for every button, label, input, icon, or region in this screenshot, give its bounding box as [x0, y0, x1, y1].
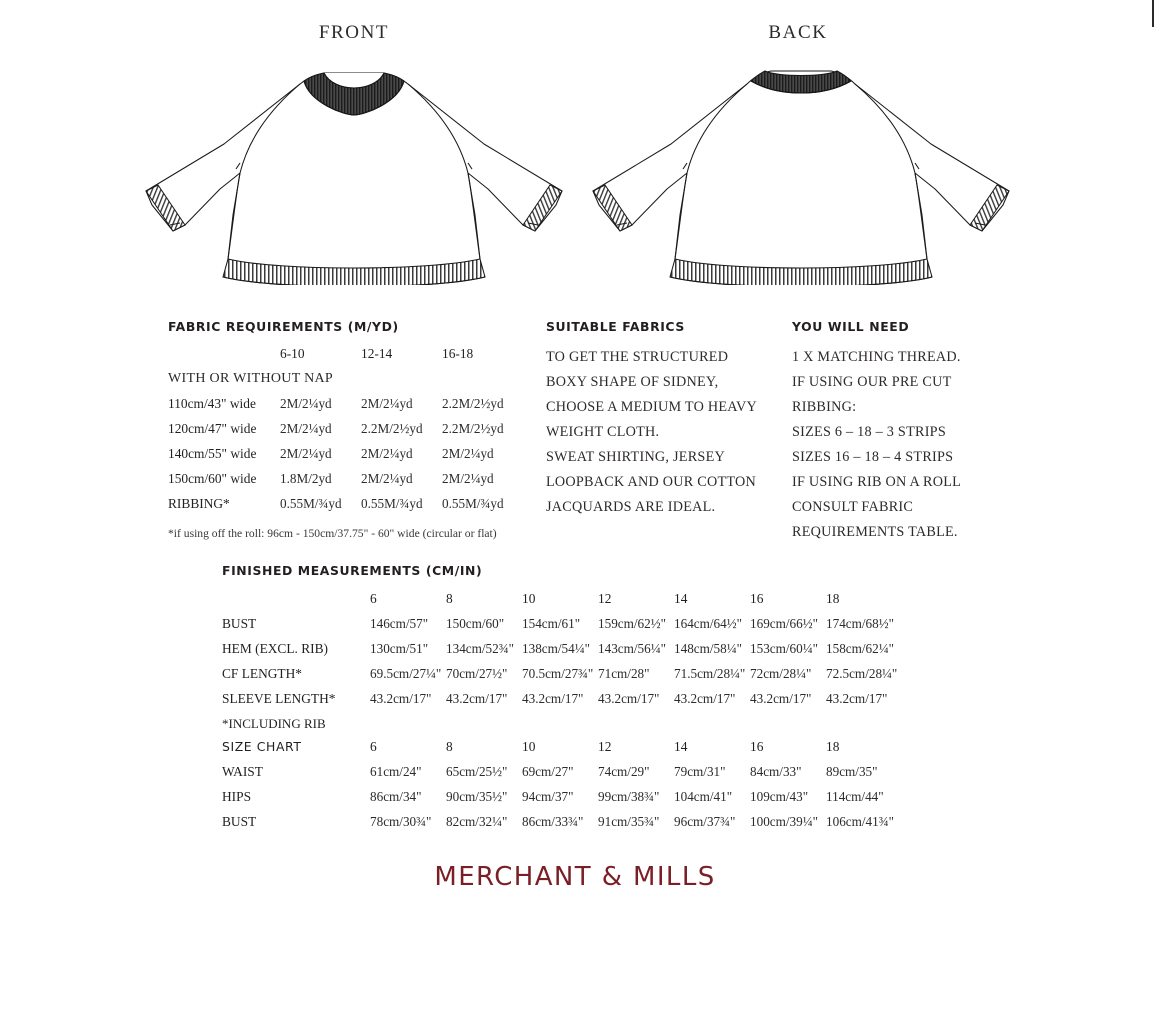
- brand-logo: MERCHANT & MILLS: [434, 862, 716, 892]
- sc-size-3: 12: [598, 739, 612, 754]
- fabric-cell: 0.55M/¾yd: [361, 496, 423, 511]
- fabric-cell: 2M/2¼yd: [280, 396, 332, 411]
- sc-size-2: 10: [522, 739, 536, 754]
- table-row: [168, 421, 523, 446]
- fabric-size-group-1: 12-14: [361, 346, 393, 361]
- sc-row-label-2: BUST: [222, 814, 257, 829]
- sc-cell: 79cm/31": [674, 764, 726, 779]
- fm-size-4: 14: [674, 591, 688, 606]
- fm-size-1: 8: [446, 591, 453, 606]
- fm-cell: 148cm/58¼": [674, 641, 743, 656]
- sc-cell: 109cm/43": [750, 789, 809, 804]
- fm-row-label-0: BUST: [222, 616, 257, 631]
- sc-cell: 104cm/41": [674, 789, 733, 804]
- fm-cell: 70.5cm/27¾": [522, 666, 594, 681]
- sc-cell: 86cm/34": [370, 789, 422, 804]
- fm-cell: 154cm/61": [522, 616, 581, 631]
- sc-row-label-0: WAIST: [222, 764, 263, 779]
- fm-cell: 69.5cm/27¼": [370, 666, 442, 681]
- sc-cell: 84cm/33": [750, 764, 802, 779]
- fm-size-header-row: [222, 591, 902, 616]
- table-row: [168, 396, 523, 421]
- fabric-row-label-3: 150cm/60" wide: [168, 471, 257, 486]
- suitable-fabrics-line: TO GET THE STRUCTURED: [546, 349, 729, 365]
- you-will-need-line: SIZES 6 – 18 – 3 STRIPS: [792, 424, 946, 440]
- suitable-fabrics-line: WEIGHT CLOTH.: [546, 424, 660, 440]
- front-garment-illustration: [128, 45, 580, 285]
- fabric-cell: 2M/2¼yd: [361, 446, 413, 461]
- you-will-need-section: [792, 319, 961, 545]
- fm-cell: 150cm/60": [446, 616, 505, 631]
- you-will-need-line: CONSULT FABRIC: [792, 499, 914, 515]
- you-will-need-line: 1 X MATCHING THREAD.: [792, 349, 961, 365]
- fabric-cell: 0.55M/¾yd: [442, 496, 504, 511]
- fabric-cell: 0.55M/¾yd: [280, 496, 342, 511]
- fabric-requirements-heading: FABRIC REQUIREMENTS (M/YD): [168, 319, 399, 334]
- sc-size-4: 14: [674, 739, 688, 754]
- fabric-cell: 2M/2¼yd: [361, 471, 413, 486]
- fabric-nap-note: WITH OR WITHOUT NAP: [168, 371, 333, 386]
- fm-row-label-2: CF LENGTH*: [222, 666, 302, 681]
- fm-size-5: 16: [750, 591, 764, 606]
- fm-cell: 43.2cm/17": [446, 691, 508, 706]
- table-row: [222, 616, 902, 641]
- table-row: [168, 471, 523, 496]
- sc-cell: 99cm/38¾": [598, 789, 660, 804]
- fm-size-3: 12: [598, 591, 612, 606]
- finished-measurements-table: [222, 591, 902, 741]
- sc-cell: 91cm/35¾": [598, 814, 660, 829]
- fm-footnote-row: [222, 716, 902, 741]
- sc-cell: 74cm/29": [598, 764, 650, 779]
- fm-cell: 138cm/54¼": [522, 641, 591, 656]
- fabric-cell: 2.2M/2½yd: [442, 396, 504, 411]
- table-row: [222, 789, 902, 814]
- fabric-requirements-section: [168, 319, 523, 540]
- fm-cell: 43.2cm/17": [598, 691, 660, 706]
- suitable-fabrics-line: CHOOSE A MEDIUM TO HEAVY: [546, 399, 757, 415]
- sc-cell: 86cm/33¾": [522, 814, 584, 829]
- back-view-label: BACK: [768, 22, 828, 43]
- sc-cell: 94cm/37": [522, 789, 574, 804]
- fm-cell: 43.2cm/17": [674, 691, 736, 706]
- sc-header-row: [222, 739, 902, 764]
- suitable-fabrics-line: JACQUARDS ARE IDEAL.: [546, 499, 716, 515]
- suitable-fabrics-section: [546, 319, 757, 520]
- sc-cell: 106cm/41¾": [826, 814, 895, 829]
- size-chart-table: [222, 739, 902, 839]
- fm-cell: 43.2cm/17": [370, 691, 432, 706]
- front-view-label: FRONT: [318, 22, 390, 43]
- fm-cell: 72.5cm/28¼": [826, 666, 898, 681]
- fm-cell: 134cm/52¾": [446, 641, 515, 656]
- fabric-cell: 2M/2¼yd: [442, 446, 494, 461]
- fm-cell: 130cm/51": [370, 641, 429, 656]
- fabric-cell: 2M/2¼yd: [280, 421, 332, 436]
- fm-size-2: 10: [522, 591, 536, 606]
- you-will-need-line: IF USING RIB ON A ROLL: [792, 474, 962, 490]
- fabric-row-label-4: RIBBING*: [168, 496, 230, 511]
- sc-cell: 100cm/39¼": [750, 814, 819, 829]
- you-will-need-line: REQUIREMENTS TABLE.: [792, 524, 958, 540]
- size-chart-heading: SIZE CHART: [222, 739, 302, 754]
- table-row: [222, 666, 902, 691]
- sc-size-6: 18: [826, 739, 840, 754]
- fm-cell: 164cm/64½": [674, 616, 743, 631]
- sc-cell: 114cm/44": [826, 789, 884, 804]
- suitable-fabrics-line: LOOPBACK AND OUR COTTON: [546, 474, 757, 490]
- table-row: [222, 764, 902, 789]
- fabric-cell: 2.2M/2½yd: [442, 421, 504, 436]
- fabric-cell: 2.2M/2½yd: [361, 421, 423, 436]
- fm-cell: 70cm/27½": [446, 666, 508, 681]
- fm-cell: 43.2cm/17": [826, 691, 888, 706]
- table-row: [168, 446, 523, 471]
- fabric-cell: 1.8M/2yd: [280, 471, 332, 486]
- fabric-requirements-table: [168, 346, 523, 521]
- fabric-size-group-0: 6-10: [280, 346, 305, 361]
- fm-cell: 169cm/66½": [750, 616, 819, 631]
- sc-cell: 61cm/24": [370, 764, 422, 779]
- table-row: [222, 814, 902, 839]
- fabric-cell: 2M/2¼yd: [280, 446, 332, 461]
- finished-measurements-heading: FINISHED MEASUREMENTS (CM/IN): [222, 563, 483, 578]
- fm-cell: 72cm/28¼": [750, 666, 812, 681]
- you-will-need-line: IF USING OUR PRE CUT: [792, 374, 952, 390]
- fm-cell: 43.2cm/17": [522, 691, 584, 706]
- fm-cell: 146cm/57": [370, 616, 429, 631]
- finished-measurements-section: [222, 563, 902, 741]
- technical-flats: [0, 0, 1164, 300]
- sc-cell: 78cm/30¾": [370, 814, 432, 829]
- finished-measurements-footnote: *INCLUDING RIB: [222, 716, 326, 731]
- fm-row-label-1: HEM (EXCL. RIB): [222, 641, 329, 656]
- fabric-requirements-footnote: *if using off the roll: 96cm - 150cm/37.75" - 60" wide (circular or flat): [168, 527, 497, 540]
- table-row: [222, 691, 902, 716]
- fm-cell: 174cm/68½": [826, 616, 895, 631]
- fabric-nap-row: [168, 371, 523, 396]
- sc-cell: 96cm/37¾": [674, 814, 736, 829]
- sc-row-label-1: HIPS: [222, 789, 252, 804]
- fm-row-label-3: SLEEVE LENGTH*: [222, 691, 336, 706]
- sc-cell: 69cm/27": [522, 764, 574, 779]
- fm-cell: 153cm/60¼": [750, 641, 819, 656]
- fabric-size-header-row: [168, 346, 523, 371]
- fm-size-6: 18: [826, 591, 840, 606]
- you-will-need-line: SIZES 16 – 18 – 4 STRIPS: [792, 449, 954, 465]
- fm-size-0: 6: [370, 591, 377, 606]
- sc-cell: 65cm/25½": [446, 764, 508, 779]
- sc-size-1: 8: [446, 739, 453, 754]
- fabric-cell: 2M/2¼yd: [442, 471, 494, 486]
- you-will-need-heading: YOU WILL NEED: [792, 319, 910, 334]
- fabric-row-label-2: 140cm/55" wide: [168, 446, 257, 461]
- table-row: [222, 641, 902, 666]
- sc-cell: 89cm/35": [826, 764, 878, 779]
- fabric-row-label-0: 110cm/43" wide: [168, 396, 256, 411]
- sc-cell: 82cm/32¼": [446, 814, 508, 829]
- fabric-cell: 2M/2¼yd: [361, 396, 413, 411]
- fm-cell: 71cm/28": [598, 666, 650, 681]
- table-row: [168, 496, 523, 521]
- suitable-fabrics-heading: SUITABLE FABRICS: [546, 319, 685, 334]
- size-chart-section: [222, 739, 902, 839]
- sc-cell: 90cm/35½": [446, 789, 508, 804]
- fabric-size-group-2: 16-18: [442, 346, 474, 361]
- suitable-fabrics-line: SWEAT SHIRTING, JERSEY: [546, 449, 725, 465]
- fabric-row-label-1: 120cm/47" wide: [168, 421, 257, 436]
- fm-cell: 143cm/56¼": [598, 641, 667, 656]
- sc-size-5: 16: [750, 739, 764, 754]
- sc-size-0: 6: [370, 739, 377, 754]
- back-garment-illustration: [575, 45, 1027, 285]
- fm-cell: 159cm/62½": [598, 616, 667, 631]
- fm-cell: 71.5cm/28¼": [674, 666, 746, 681]
- you-will-need-line: RIBBING:: [792, 399, 857, 415]
- fm-cell: 43.2cm/17": [750, 691, 812, 706]
- fm-cell: 158cm/62¼": [826, 641, 895, 656]
- suitable-fabrics-line: BOXY SHAPE OF SIDNEY,: [546, 374, 719, 390]
